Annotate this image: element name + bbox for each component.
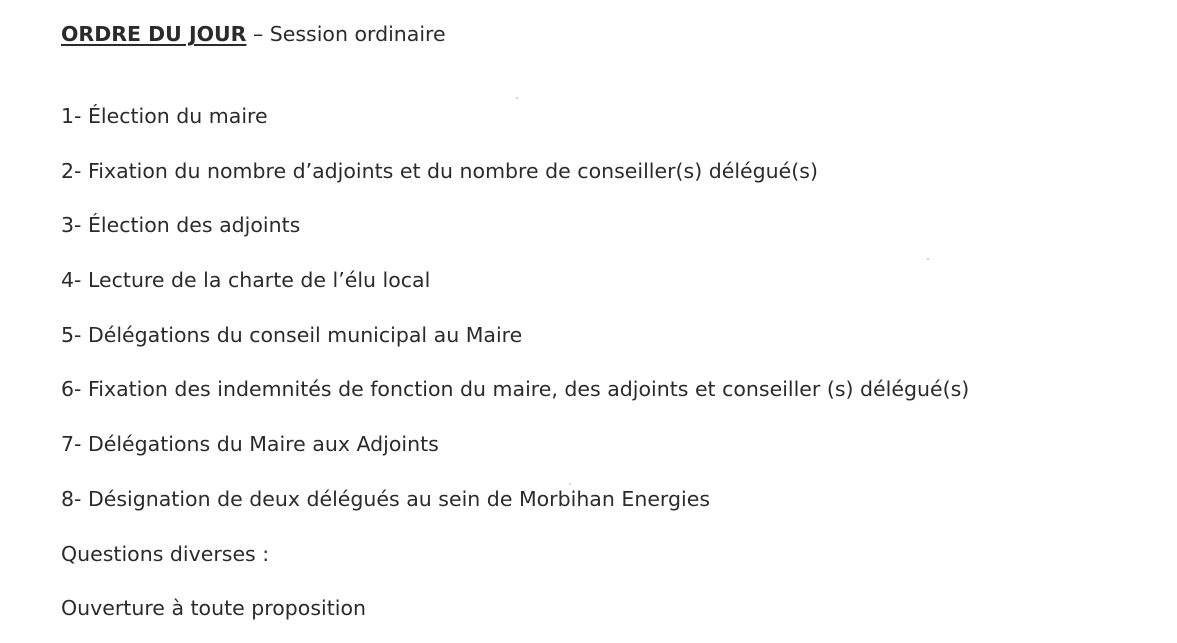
agenda-list xyxy=(61,102,969,643)
heading-title: ORDRE DU JOUR xyxy=(61,22,247,46)
agenda-item-8: 8- Désignation de deux délégués au sein de Morbihan Energies xyxy=(61,486,711,511)
agenda-item-5: 5- Délégations du conseil municipal au Maire xyxy=(61,322,523,347)
agenda-item-questions: Questions diverses : xyxy=(61,541,270,566)
agenda-item-2: 2- Fixation du nombre d’adjoints et du nombre de conseiller(s) délégué(s) xyxy=(61,158,818,183)
heading-separator: – xyxy=(246,22,270,46)
scan-speck xyxy=(927,258,929,260)
scan-speck xyxy=(516,97,518,99)
heading-subtitle: Session ordinaire xyxy=(269,22,446,46)
scan-speck xyxy=(569,483,571,485)
agenda-item-proposals: Ouverture à toute proposition xyxy=(61,596,366,621)
agenda-item-4: 4- Lecture de la charte de l’élu local xyxy=(61,268,431,293)
agenda-item-3: 3- Élection des adjoints xyxy=(61,213,301,238)
agenda-item-6: 6- Fixation des indemnités de fonction du maire, des adjoints et conseiller (s) délégué(s) xyxy=(61,377,970,402)
agenda-item-7: 7- Délégations du Maire aux Adjoints xyxy=(61,432,439,457)
agenda-item-1: 1- Élection du maire xyxy=(61,104,268,128)
document-heading xyxy=(61,20,446,48)
